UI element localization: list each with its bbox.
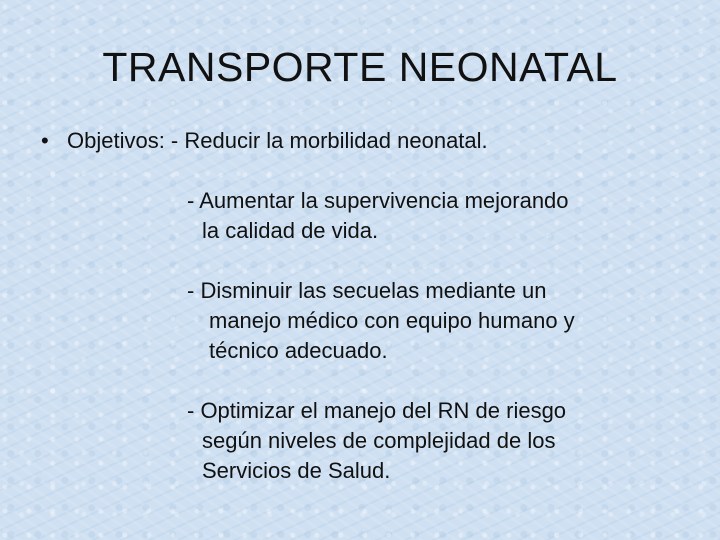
- objective-line: según niveles de complejidad de los: [202, 428, 556, 453]
- bullet-icon: •: [41, 128, 49, 153]
- slide-title: TRANSPORTE NEONATAL: [102, 44, 618, 90]
- objective-line: - Aumentar la supervivencia mejorando: [187, 188, 569, 213]
- objective-line: Servicios de Salud.: [202, 458, 391, 483]
- objectives-bullet: [41, 126, 488, 156]
- objective-line: - Disminuir las secuelas mediante un: [187, 278, 547, 303]
- objective-item: [187, 276, 575, 366]
- objective-item: [187, 396, 566, 486]
- objective-item: [187, 186, 569, 246]
- objective-line: la calidad de vida.: [202, 218, 379, 243]
- objective-line: - Optimizar el manejo del RN de riesgo: [187, 398, 567, 423]
- objectives-intro: Objetivos: - Reducir la morbilidad neonatal.: [67, 128, 488, 153]
- objective-line: manejo médico con equipo humano y: [209, 308, 575, 333]
- objective-line: técnico adecuado.: [209, 338, 388, 363]
